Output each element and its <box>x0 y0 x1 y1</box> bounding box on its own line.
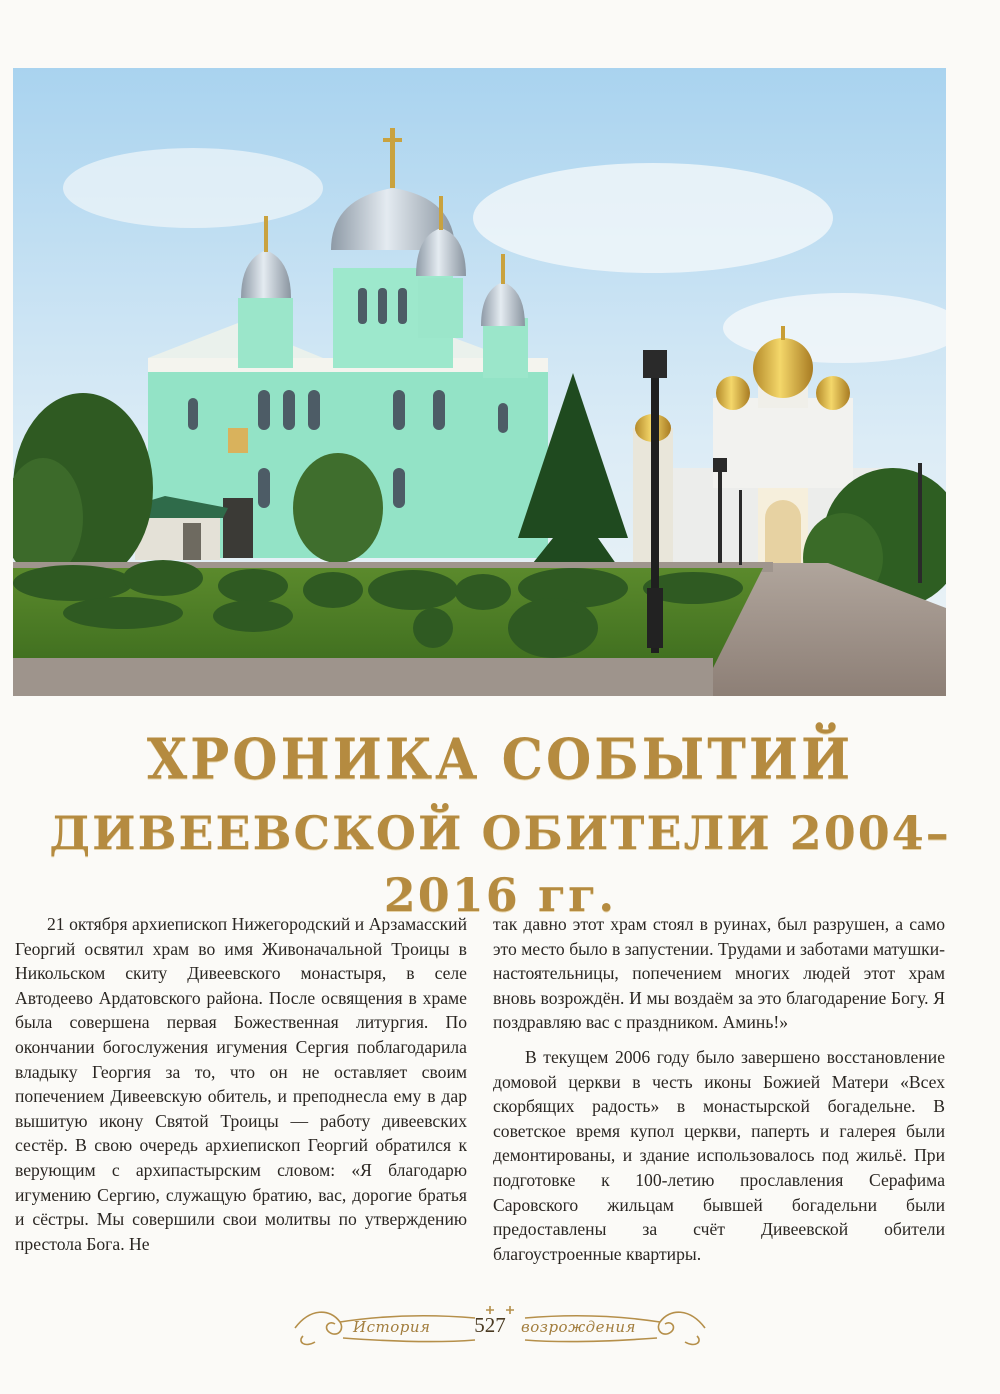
paragraph: В текущем 2006 году было завершено восстановление домовой церкви в честь иконы Божией Матери «Всех скорбящих радость» в монастырской богадельне. В советское время купол церкви, паперть и галерея были демонтированы, и здание использовалось под жильё. При подготовке к 100-летию прославления Серафима Саровского жильцам бывшей богадельни были предоставлены за счёт Дивеевской обители благоустроенные квартиры. <box>493 1046 945 1264</box>
paragraph: 21 октября архиепископ Нижегородский и Арзамасский Георгий освятил храм во имя Живоначальной Троицы в Никольском скиту Дивеевского монастыря, в селе Автодеево Ардатовского района. После освящения в храме была совершена первая Божественная литургия. По окончании богослужения игумения Сергия поблагодарила владыку Георгия за то, что он не оставляет своим попечением Дивеевскую обитель, и преподнесла ему в дар вышитую икону Святой Троицы — работу дивеевских сестёр. В свою очередь архиепископ Георгий обратился к верующим с архипастырским словом: «Я благодарю игумению Сергию, служащую братию, вас, дорогие братья и сёстры. Мы совершили свои молитвы по утверждению престола Бога. Не <box>15 914 467 1254</box>
footer-right-text: возрождения <box>521 1318 636 1336</box>
page-number: 527 <box>474 1313 506 1337</box>
cathedral-illustration <box>13 68 946 696</box>
page-footer <box>285 1298 715 1352</box>
cathedral-photo <box>13 68 946 696</box>
title-line-1: ХРОНИКА СОБЫТИЙ <box>146 726 854 793</box>
page-title <box>20 726 980 926</box>
column-left <box>15 912 467 1292</box>
title-line-2: ДИВЕЕВСКОЙ ОБИТЕЛИ 2004–2016 гг. <box>49 806 951 922</box>
article-body <box>15 912 945 1292</box>
footer-left-text: История <box>353 1318 431 1336</box>
paragraph-continuation: так давно этот храм стоял в руинах, был разрушен, а само это место было в запустении. Трудами и заботами матушки-настоятельницы, попечением многих людей этот храм вновь возрождён. И мы воздаём за это благодарение Богу. Я поздравляю вас с праздником. Аминь!» <box>493 914 945 1033</box>
column-right <box>493 912 945 1292</box>
